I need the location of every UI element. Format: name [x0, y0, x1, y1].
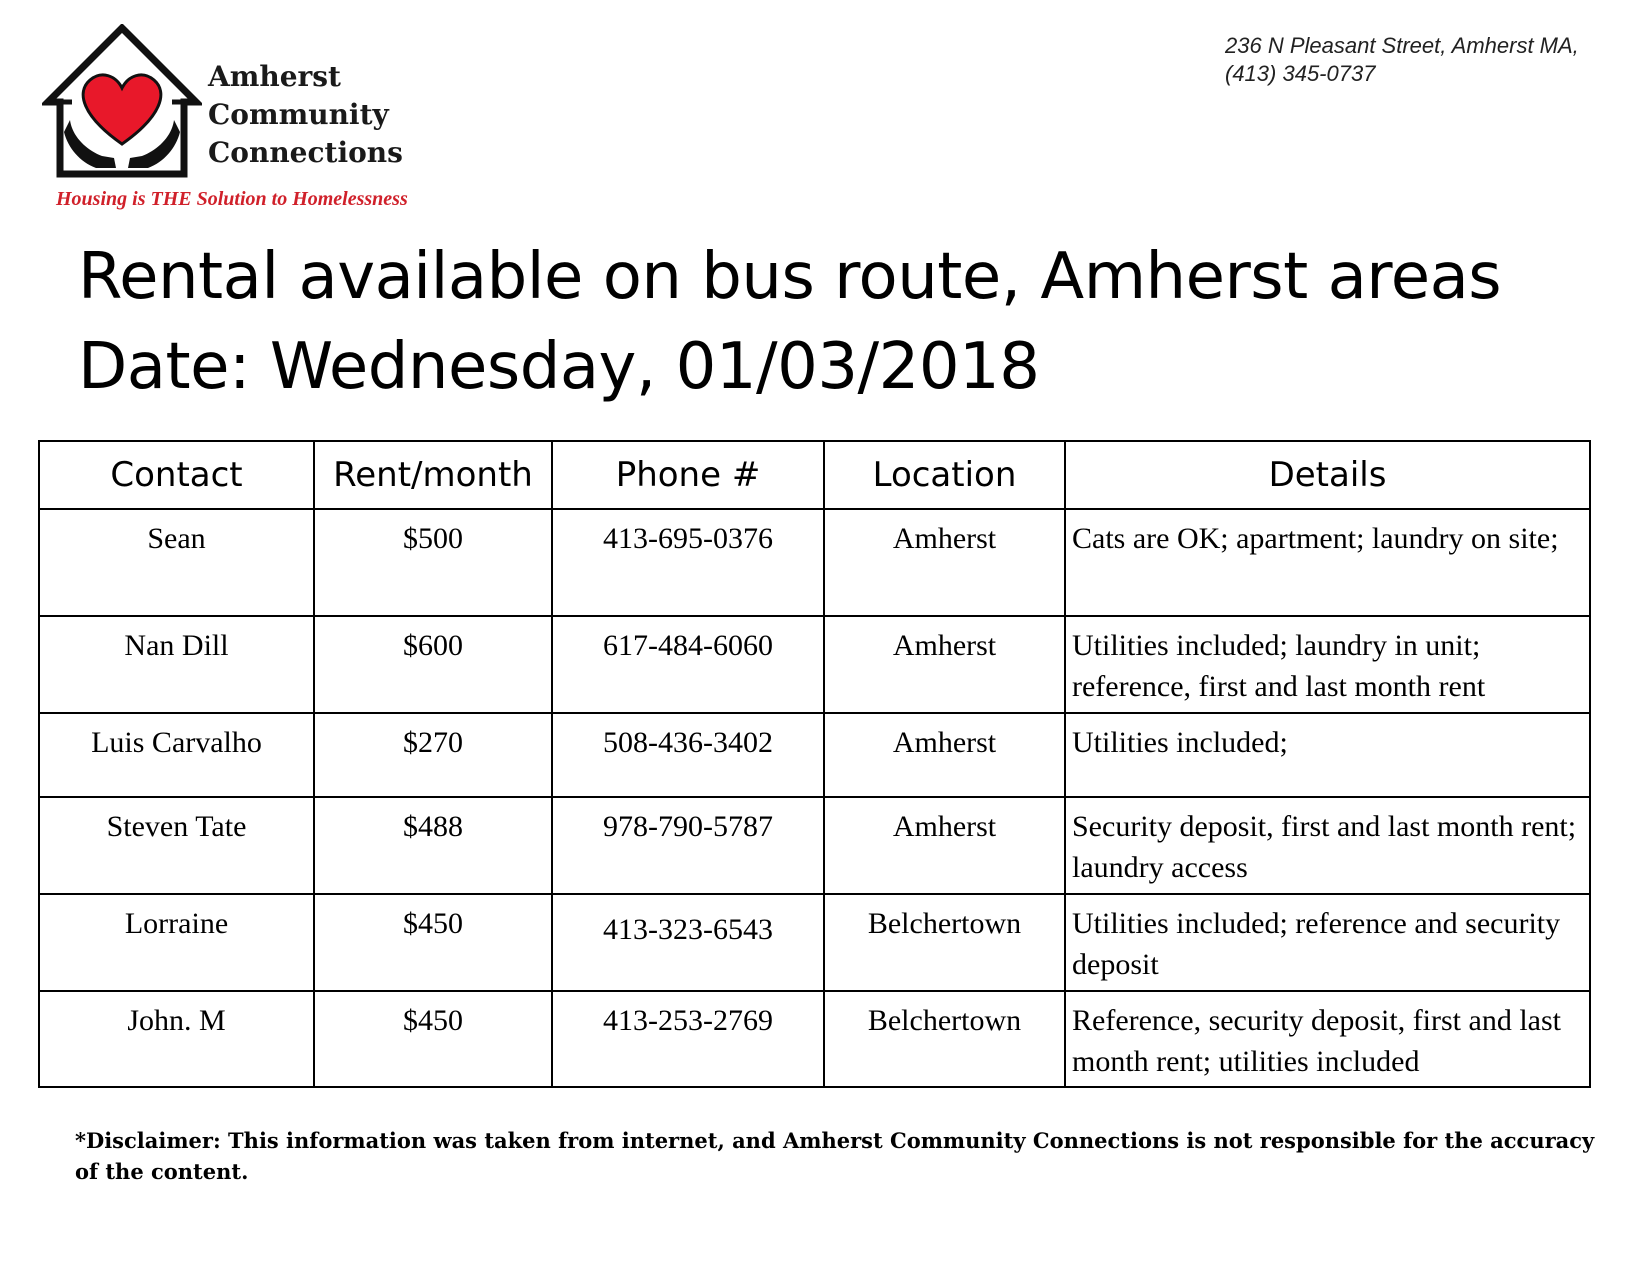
cell-contact: John. M	[39, 991, 314, 1087]
header-location: Location	[824, 441, 1065, 509]
cell-contact: Sean	[39, 509, 314, 616]
org-name-line-1: Amherst	[208, 60, 341, 93]
cell-phone: 413-253-2769	[552, 991, 824, 1087]
disclaimer-text: *Disclaimer: This information was taken from internet, and Amherst Community Connections is not responsible for the accuracy of the content.	[75, 1128, 1595, 1184]
cell-contact: Nan Dill	[39, 616, 314, 713]
date-line: Date: Wednesday, 01/03/2018	[78, 330, 1040, 404]
cell-contact: Luis Carvalho	[39, 713, 314, 797]
cell-location: Belchertown	[824, 894, 1065, 991]
org-address	[1225, 32, 1579, 88]
cell-location: Amherst	[824, 713, 1065, 797]
cell-contact: Steven Tate	[39, 797, 314, 894]
header-contact: Contact	[39, 441, 314, 509]
cell-location: Belchertown	[824, 991, 1065, 1087]
header-phone: Phone #	[552, 441, 824, 509]
table-row	[39, 797, 1590, 894]
cell-phone: 978-790-5787	[552, 797, 824, 894]
address-street: 236 N Pleasant Street, Amherst MA,	[1225, 33, 1579, 58]
table-row	[39, 894, 1590, 991]
org-tagline: Housing is THE Solution to Homelessness	[56, 188, 408, 210]
cell-details: Reference, security deposit, first and last month rent; utilities included	[1065, 991, 1590, 1087]
cell-details: Utilities included; laundry in unit; reference, first and last month rent	[1065, 616, 1590, 713]
table-row	[39, 616, 1590, 713]
table-row	[39, 509, 1590, 616]
header-details: Details	[1065, 441, 1590, 509]
cell-rent: $488	[314, 797, 552, 894]
cell-location: Amherst	[824, 616, 1065, 713]
table-row	[39, 991, 1590, 1087]
header-rent: Rent/month	[314, 441, 552, 509]
cell-rent: $270	[314, 713, 552, 797]
page-title	[78, 232, 1501, 412]
org-name-line-3: Connections	[208, 136, 403, 169]
cell-phone: 617-484-6060	[552, 616, 824, 713]
house-heart-hands-icon	[42, 24, 202, 184]
org-name-line-2: Community	[208, 98, 389, 131]
cell-details: Utilities included;	[1065, 713, 1590, 797]
cell-details: Utilities included; reference and security deposit	[1065, 894, 1590, 991]
cell-rent: $600	[314, 616, 552, 713]
cell-rent: $500	[314, 509, 552, 616]
title-line: Rental available on bus route, Amherst areas	[78, 240, 1502, 314]
cell-location: Amherst	[824, 509, 1065, 616]
address-phone: (413) 345-0737	[1225, 61, 1376, 86]
rental-listings-table	[38, 440, 1591, 1088]
cell-phone: 508-436-3402	[552, 713, 824, 797]
table-row	[39, 713, 1590, 797]
cell-rent: $450	[314, 991, 552, 1087]
cell-location: Amherst	[824, 797, 1065, 894]
cell-rent: $450	[314, 894, 552, 991]
org-logo	[38, 24, 480, 214]
cell-phone: 413-695-0376	[552, 509, 824, 616]
cell-contact: Lorraine	[39, 894, 314, 991]
table-header-row	[39, 441, 1590, 509]
cell-details: Security deposit, first and last month rent; laundry access	[1065, 797, 1590, 894]
cell-details: Cats are OK; apartment; laundry on site;	[1065, 509, 1590, 616]
cell-phone: 413-323-6543	[552, 894, 824, 991]
